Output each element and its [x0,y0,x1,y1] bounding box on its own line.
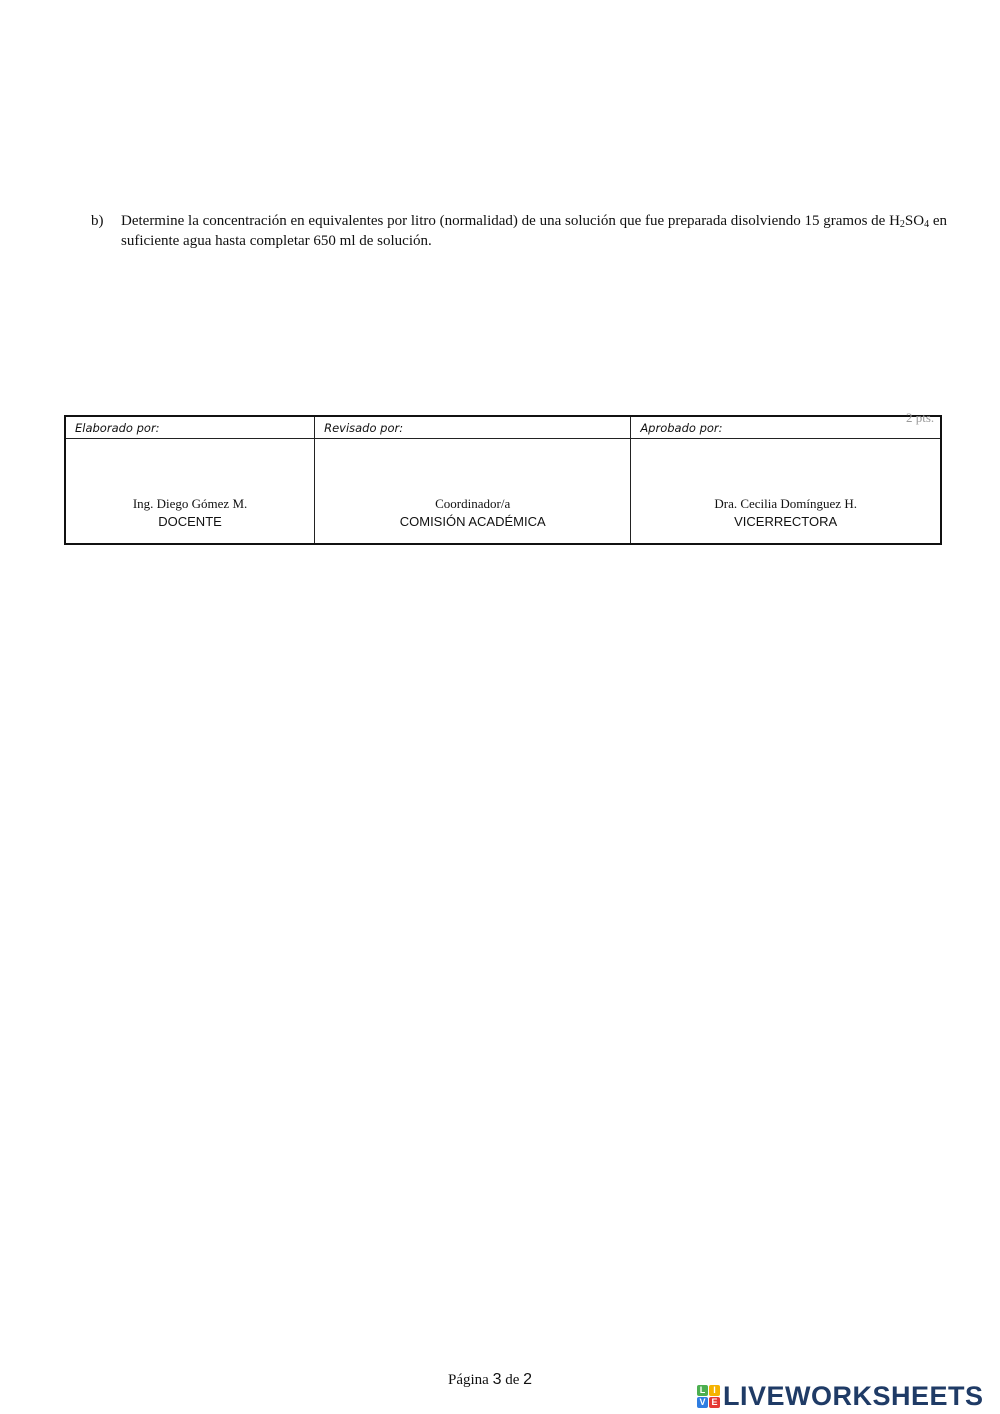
question-text-part1: Determine la concentración en equivalentes por litro (normalidad) de una solución que fue preparada disolviendo 15 gramos de [121,213,890,229]
page-prefix: Página [448,1372,493,1388]
page-mid: de [501,1372,524,1388]
signer-role: VICERRECTORA [734,514,838,529]
page-number [448,1371,532,1389]
question-label: b) [91,213,104,229]
formula-sub2: 4 [924,219,930,230]
logo-letter: E [709,1397,720,1408]
signer-role: COMISIÓN ACADÉMICA [399,514,546,529]
signer-role: DOCENTE [158,514,222,529]
logo-letter: V [697,1397,708,1408]
logo-letter: L [697,1385,708,1396]
signature-cell-comision [315,439,631,545]
signer-name: Ing. Diego Gómez M. [132,496,248,511]
logo-icon [697,1385,720,1408]
question-b [91,211,981,251]
formula-sub1: 2 [899,219,905,230]
header-aprobado: Aprobado por: [631,416,941,439]
signature-cell-vicerrectora [631,439,941,545]
signer-name: Coordinador/a [435,496,511,511]
logo-text: LIVEWORKSHEETS [723,1381,984,1411]
formula-h: H [889,213,900,229]
signature-table [64,415,942,545]
formula-so: SO [904,213,925,229]
signature-cell-docente [65,439,315,545]
header-elaborado: Elaborado por: [65,416,315,439]
signer-name: Dra. Cecilia Domínguez H. [714,496,857,511]
question-text-part2: en suficiente agua hasta completar 650 ml de solución. [121,213,948,249]
liveworksheets-logo [697,1381,984,1412]
logo-letter: I [709,1385,720,1396]
points-label: 2 pts. [906,410,935,425]
question-text [121,211,981,251]
page-total: 2 [523,1371,533,1388]
page-current: 3 [492,1371,502,1388]
header-revisado: Revisado por: [315,416,631,439]
